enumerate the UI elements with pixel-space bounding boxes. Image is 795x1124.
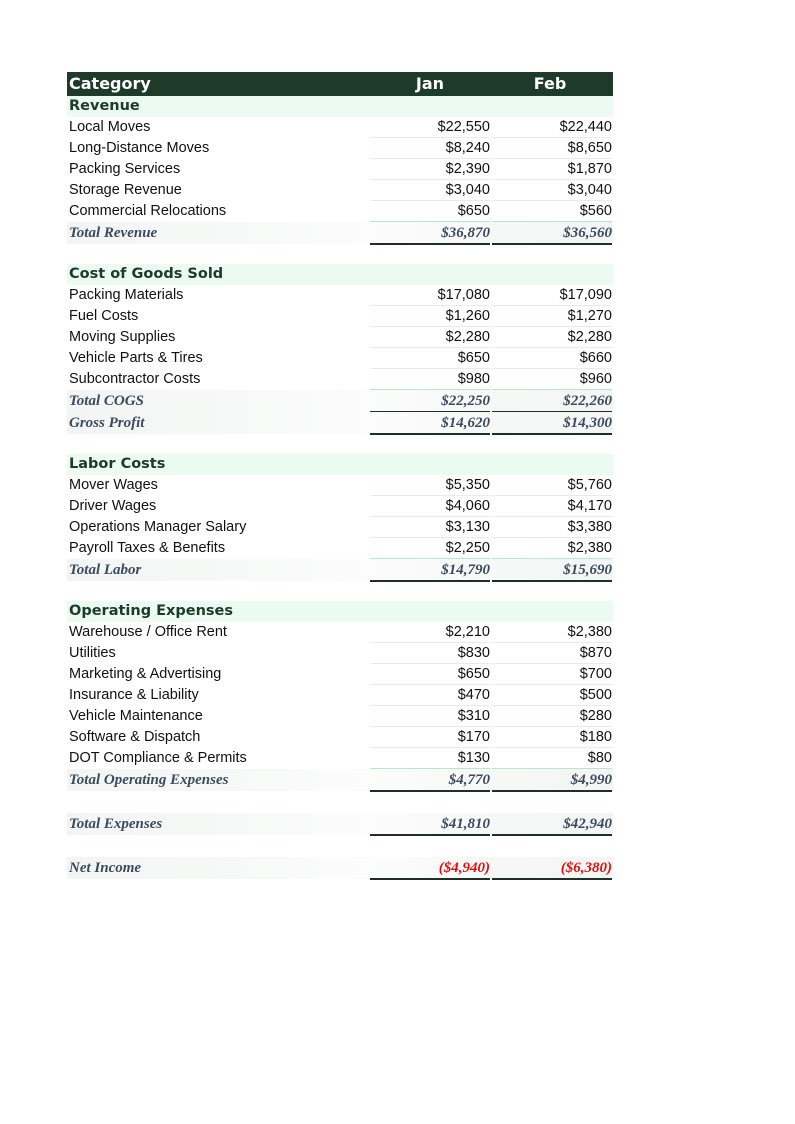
table-row — [67, 496, 613, 517]
total-jan-value: $4,770 — [370, 769, 490, 791]
spacer — [67, 434, 613, 454]
section-header-cogs — [67, 264, 613, 285]
table-row — [67, 369, 613, 390]
row-jan-value: $980 — [370, 369, 490, 390]
row-feb-value: $8,650 — [492, 138, 612, 159]
section-header-revenue — [67, 96, 613, 117]
total-row-revenue — [67, 222, 613, 244]
table-row — [67, 538, 613, 559]
table-header-row — [67, 72, 613, 96]
spacer — [67, 835, 613, 857]
table-row — [67, 685, 613, 706]
row-feb-value: $700 — [492, 664, 612, 685]
spacer — [67, 791, 613, 813]
row-feb-value: $280 — [492, 706, 612, 727]
total-feb-value: $22,260 — [492, 390, 612, 412]
net-income-row — [67, 857, 613, 879]
row-label: Payroll Taxes & Benefits — [69, 540, 226, 556]
total-jan-value: $41,810 — [370, 813, 490, 835]
row-feb-value: $500 — [492, 685, 612, 706]
row-feb-value: $17,090 — [492, 285, 612, 306]
net-income-jan-value: ($4,940) — [370, 857, 490, 879]
row-label: Local Moves — [69, 119, 151, 135]
row-jan-value: $8,240 — [370, 138, 490, 159]
table-row — [67, 306, 613, 327]
table-row — [67, 748, 613, 769]
table-row — [67, 117, 613, 138]
row-label: Vehicle Parts & Tires — [69, 350, 203, 366]
table-row — [67, 664, 613, 685]
row-label: Warehouse / Office Rent — [69, 624, 227, 640]
table-row — [67, 706, 613, 727]
row-jan-value: $3,040 — [370, 180, 490, 201]
section-title: Operating Expenses — [69, 603, 234, 619]
row-jan-value: $17,080 — [370, 285, 490, 306]
header-feb: Feb — [533, 74, 567, 93]
row-feb-value: $1,870 — [492, 159, 612, 180]
row-feb-value: $22,440 — [492, 117, 612, 138]
total-label: Total Expenses — [69, 816, 163, 832]
row-feb-value: $80 — [492, 748, 612, 769]
row-jan-value: $5,350 — [370, 475, 490, 496]
row-jan-value: $2,250 — [370, 538, 490, 559]
total-feb-value: $14,300 — [492, 412, 612, 434]
row-jan-value: $830 — [370, 643, 490, 664]
row-jan-value: $470 — [370, 685, 490, 706]
section-title: Revenue — [69, 98, 140, 114]
income-statement-table — [67, 72, 613, 879]
table-row — [67, 727, 613, 748]
total-label: Total COGS — [69, 393, 144, 409]
row-feb-value: $560 — [492, 201, 612, 222]
row-label: Subcontractor Costs — [69, 371, 201, 387]
row-feb-value: $2,380 — [492, 622, 612, 643]
section-header-operating-expenses — [67, 601, 613, 622]
table-row — [67, 201, 613, 222]
total-row-operating-expenses — [67, 769, 613, 791]
row-feb-value: $4,170 — [492, 496, 612, 517]
row-jan-value: $1,260 — [370, 306, 490, 327]
total-feb-value: $36,560 — [492, 222, 612, 244]
total-row-expenses — [67, 813, 613, 835]
row-label: Mover Wages — [69, 477, 158, 493]
table-row — [67, 475, 613, 496]
spacer — [67, 581, 613, 601]
row-feb-value: $960 — [492, 369, 612, 390]
row-label: Fuel Costs — [69, 308, 139, 324]
total-feb-value: $15,690 — [492, 559, 612, 581]
row-jan-value: $650 — [370, 664, 490, 685]
row-feb-value: $660 — [492, 348, 612, 369]
total-label: Total Revenue — [69, 225, 158, 241]
table-row — [67, 285, 613, 306]
row-feb-value: $2,380 — [492, 538, 612, 559]
total-label: Gross Profit — [69, 415, 145, 431]
net-income-feb-value: ($6,380) — [492, 857, 612, 879]
total-row-cogs — [67, 390, 613, 412]
total-jan-value: $22,250 — [370, 390, 490, 412]
row-feb-value: $2,280 — [492, 327, 612, 348]
row-label: Operations Manager Salary — [69, 519, 247, 535]
total-jan-value: $14,620 — [370, 412, 490, 434]
total-label: Total Operating Expenses — [69, 772, 229, 788]
row-jan-value: $3,130 — [370, 517, 490, 538]
row-jan-value: $650 — [370, 348, 490, 369]
table-row — [67, 327, 613, 348]
row-jan-value: $2,390 — [370, 159, 490, 180]
header-category: Category — [69, 74, 151, 93]
total-jan-value: $14,790 — [370, 559, 490, 581]
row-jan-value: $650 — [370, 201, 490, 222]
total-label: Total Labor — [69, 562, 142, 578]
row-feb-value: $5,760 — [492, 475, 612, 496]
net-income-label: Net Income — [69, 860, 142, 876]
total-row-labor — [67, 559, 613, 581]
row-label: Moving Supplies — [69, 329, 176, 345]
table-row — [67, 180, 613, 201]
row-label: Marketing & Advertising — [69, 666, 222, 682]
total-row-gross-profit — [67, 412, 613, 434]
section-header-labor — [67, 454, 613, 475]
row-jan-value: $2,210 — [370, 622, 490, 643]
table-row — [67, 517, 613, 538]
table-row — [67, 643, 613, 664]
row-label: DOT Compliance & Permits — [69, 750, 247, 766]
row-label: Software & Dispatch — [69, 729, 201, 745]
row-label: Driver Wages — [69, 498, 157, 514]
row-feb-value: $3,380 — [492, 517, 612, 538]
spacer — [67, 244, 613, 264]
table-row — [67, 159, 613, 180]
table-row — [67, 348, 613, 369]
row-jan-value: $2,280 — [370, 327, 490, 348]
table-row — [67, 622, 613, 643]
row-feb-value: $180 — [492, 727, 612, 748]
row-jan-value: $170 — [370, 727, 490, 748]
section-title: Cost of Goods Sold — [69, 266, 224, 282]
header-jan: Jan — [415, 74, 445, 93]
table-row — [67, 138, 613, 159]
section-title: Labor Costs — [69, 456, 166, 472]
row-label: Insurance & Liability — [69, 687, 199, 703]
row-label: Vehicle Maintenance — [69, 708, 203, 724]
row-label: Utilities — [69, 645, 116, 661]
row-feb-value: $3,040 — [492, 180, 612, 201]
row-label: Commercial Relocations — [69, 203, 227, 219]
row-feb-value: $870 — [492, 643, 612, 664]
row-jan-value: $22,550 — [370, 117, 490, 138]
row-jan-value: $130 — [370, 748, 490, 769]
row-label: Packing Services — [69, 161, 181, 177]
total-feb-value: $42,940 — [492, 813, 612, 835]
total-jan-value: $36,870 — [370, 222, 490, 244]
row-label: Packing Materials — [69, 287, 184, 303]
row-label: Storage Revenue — [69, 182, 182, 198]
total-feb-value: $4,990 — [492, 769, 612, 791]
row-feb-value: $1,270 — [492, 306, 612, 327]
row-label: Long-Distance Moves — [69, 140, 210, 156]
row-jan-value: $4,060 — [370, 496, 490, 517]
row-jan-value: $310 — [370, 706, 490, 727]
